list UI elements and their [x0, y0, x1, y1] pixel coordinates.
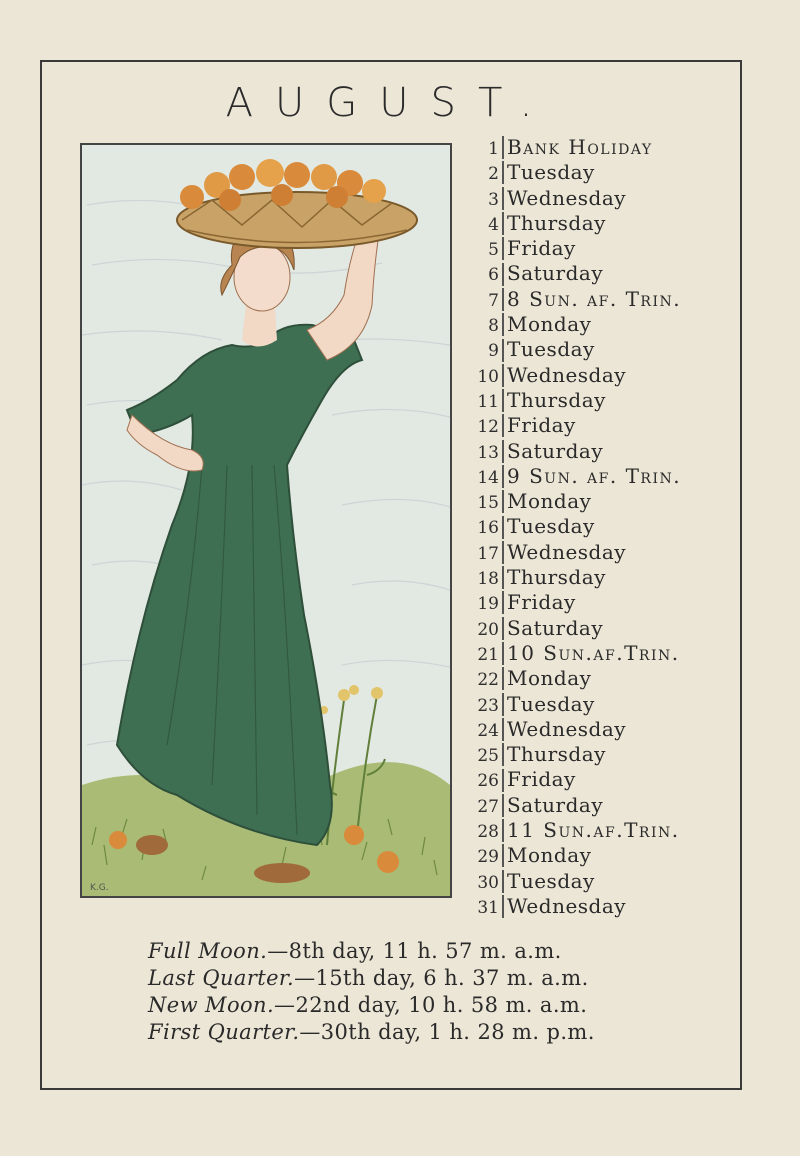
day-number: 30: [477, 872, 499, 893]
day-number: 21: [477, 644, 499, 665]
day-number: 24: [477, 720, 499, 741]
row-divider: [502, 617, 504, 640]
moon-phases: [148, 938, 728, 1046]
weekday-label: Tuesday: [507, 337, 595, 362]
calendar-row: [462, 565, 742, 590]
calendar-row: [462, 413, 742, 438]
day-number: 28: [477, 822, 499, 843]
weekday-label: Monday: [507, 489, 592, 514]
illustration-svg: [82, 145, 450, 896]
calendar-row: [462, 464, 742, 489]
calendar-row: [462, 363, 742, 388]
row-divider: [502, 541, 504, 564]
weekday-label: Friday: [507, 590, 576, 615]
weekday-label: Wednesday: [507, 185, 627, 210]
calendar-row: [462, 616, 742, 641]
day-number: 9: [488, 341, 499, 362]
calendar-row: [462, 489, 742, 514]
weekday-label: Saturday: [507, 792, 604, 817]
day-number: 16: [477, 518, 499, 539]
calendar-row: [462, 818, 742, 843]
day-number: 2: [488, 164, 499, 185]
day-number: 20: [477, 619, 499, 640]
calendar-row: [462, 160, 742, 185]
row-divider: [502, 844, 504, 867]
calendar-row: [462, 666, 742, 691]
weekday-label: Thursday: [507, 210, 606, 235]
weekday-label: Saturday: [507, 615, 604, 640]
holiday-label: 8 Sun. af. Trin.: [507, 286, 682, 311]
day-number: 12: [477, 417, 499, 438]
calendar-row: [462, 287, 742, 312]
weekday-label: Monday: [507, 843, 592, 868]
day-number: 25: [477, 746, 499, 767]
row-divider: [502, 288, 504, 311]
row-divider: [502, 591, 504, 614]
day-number: 4: [488, 214, 499, 235]
row-divider: [502, 566, 504, 589]
weekday-label: Wednesday: [507, 893, 627, 918]
row-divider: [502, 414, 504, 437]
day-number: 22: [477, 670, 499, 691]
row-divider: [502, 794, 504, 817]
month-title: AUGUST.: [225, 80, 555, 126]
day-number: 1: [488, 139, 499, 159]
calendar-row: [462, 211, 742, 236]
illustrator-signature: K.G.: [90, 883, 109, 893]
moon-phase-name: Full Moon.: [148, 939, 268, 963]
calendar-row: [462, 186, 742, 211]
moon-phase-time: —15th day, 6 h. 37 m. a.m.: [294, 966, 589, 990]
moon-phase-name: Last Quarter.: [148, 966, 295, 990]
calendar-row: [462, 540, 742, 565]
calendar-row: [462, 261, 742, 286]
day-number: 15: [477, 493, 499, 514]
calendar-row: [462, 236, 742, 261]
row-divider: [502, 263, 504, 286]
calendar-row: [462, 869, 742, 894]
day-number: 29: [477, 847, 499, 868]
holiday-label: 9 Sun. af. Trin.: [507, 463, 682, 488]
row-divider: [502, 136, 504, 159]
row-divider: [502, 490, 504, 513]
row-divider: [502, 187, 504, 210]
weekday-label: Saturday: [507, 261, 604, 286]
moon-phase-line: [148, 965, 728, 992]
moon-phase-line: [148, 1019, 728, 1046]
weekday-label: Thursday: [507, 565, 606, 590]
day-number: 31: [477, 897, 499, 918]
holiday-label: Bank Holiday: [507, 135, 653, 159]
weekday-label: Wednesday: [507, 539, 627, 564]
day-number: 14: [477, 467, 499, 488]
row-divider: [502, 870, 504, 893]
calendar-row: [462, 717, 742, 742]
left-shoe: [136, 835, 168, 855]
day-number: 7: [488, 290, 499, 311]
weekday-label: Monday: [507, 312, 592, 337]
day-number: 5: [488, 240, 499, 261]
day-number: 18: [477, 569, 499, 590]
calendar-row: [462, 337, 742, 362]
row-divider: [502, 237, 504, 260]
weekday-label: Saturday: [507, 438, 604, 463]
day-number: 10: [477, 366, 499, 387]
calendar-row: [462, 439, 742, 464]
weekday-label: Thursday: [507, 742, 606, 767]
moon-phase-name: First Quarter.: [148, 1020, 300, 1044]
row-divider: [502, 212, 504, 235]
day-number: 11: [477, 391, 499, 412]
row-divider: [502, 161, 504, 184]
moon-phase-time: —30th day, 1 h. 28 m. p.m.: [299, 1020, 595, 1044]
weekday-label: Tuesday: [507, 691, 595, 716]
row-divider: [502, 819, 504, 842]
calendar-row: [462, 742, 742, 767]
weekday-label: Thursday: [507, 387, 606, 412]
weekday-label: Friday: [507, 413, 576, 438]
weekday-label: Tuesday: [507, 514, 595, 539]
day-number: 8: [488, 316, 499, 337]
calendar-row: [462, 388, 742, 413]
row-divider: [502, 440, 504, 463]
right-shoe: [254, 863, 310, 883]
calendar-row: [462, 135, 742, 160]
row-divider: [502, 364, 504, 387]
moon-phase-name: New Moon.: [148, 993, 275, 1017]
day-number: 17: [477, 543, 499, 564]
calendar-row: [462, 767, 742, 792]
calendar-row: [462, 312, 742, 337]
calendar-row: [462, 692, 742, 717]
illustration-woman-with-fruit-basket: [80, 143, 452, 898]
row-divider: [502, 465, 504, 488]
weekday-label: Tuesday: [507, 160, 595, 185]
weekday-label: Friday: [507, 767, 576, 792]
moon-phase-time: —22nd day, 10 h. 58 m. a.m.: [274, 993, 588, 1017]
calendar-row: [462, 793, 742, 818]
weekday-label: Wednesday: [507, 362, 627, 387]
moon-phase-line: [148, 992, 728, 1019]
weekday-label: Tuesday: [507, 868, 595, 893]
calendar-row: [462, 641, 742, 666]
calendar-row: [462, 843, 742, 868]
day-number: 6: [488, 265, 499, 286]
calendar-row: [462, 590, 742, 615]
weekday-label: Friday: [507, 236, 576, 261]
row-divider: [502, 895, 504, 918]
weekday-label: Wednesday: [507, 716, 627, 741]
row-divider: [502, 693, 504, 716]
row-divider: [502, 743, 504, 766]
row-divider: [502, 769, 504, 792]
holiday-label: 10 Sun.af.Trin.: [507, 640, 680, 665]
weekday-label: Monday: [507, 666, 592, 691]
moon-phase-time: —8th day, 11 h. 57 m. a.m.: [267, 939, 562, 963]
row-divider: [502, 718, 504, 741]
holiday-label: 11 Sun.af.Trin.: [507, 818, 680, 843]
row-divider: [502, 339, 504, 362]
day-number: 23: [477, 695, 499, 716]
calendar-row: [462, 894, 742, 919]
day-number: 13: [477, 442, 499, 463]
day-number: 19: [477, 594, 499, 615]
calendar-list: [462, 135, 742, 919]
moon-phase-line: [148, 938, 728, 965]
calendar-row: [462, 514, 742, 539]
row-divider: [502, 516, 504, 539]
row-divider: [502, 642, 504, 665]
day-number: 3: [488, 189, 499, 210]
day-number: 27: [477, 796, 499, 817]
day-number: 26: [477, 771, 499, 792]
row-divider: [502, 667, 504, 690]
row-divider: [502, 313, 504, 336]
row-divider: [502, 389, 504, 412]
